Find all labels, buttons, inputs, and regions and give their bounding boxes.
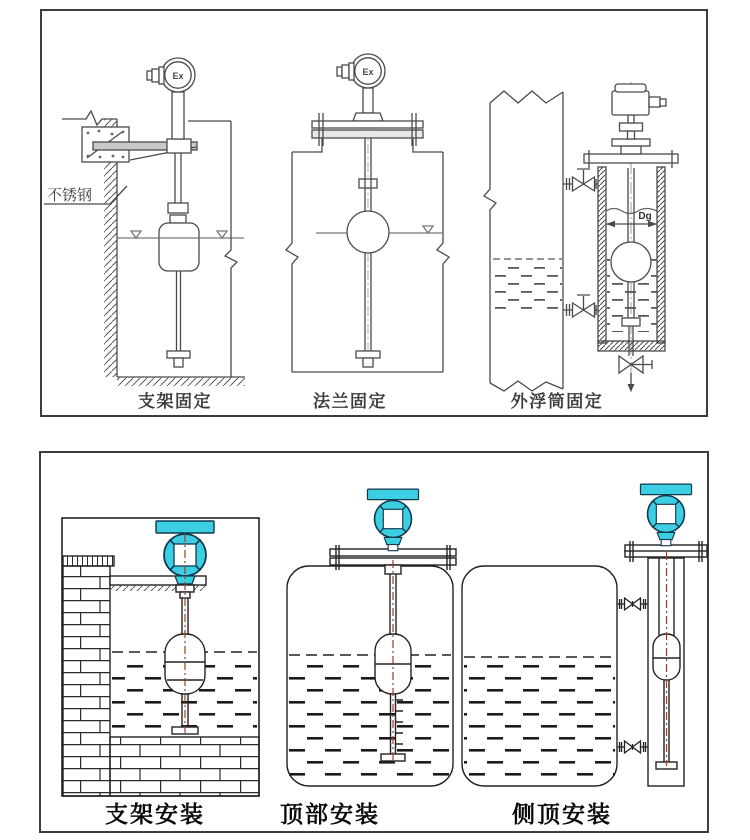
bottom-fitting: [622, 318, 640, 326]
rod-end-tip: [174, 358, 183, 367]
float: [159, 223, 199, 271]
caption-side-top-installation: 侧顶安装: [512, 801, 612, 827]
caption-bracket-installation: 支架安装: [105, 801, 205, 827]
bottom-panel: [40, 452, 708, 832]
junction-box-connector: [649, 97, 660, 107]
float-neck: [170, 215, 186, 223]
rod-end-stop: [356, 351, 380, 358]
flange-fitting: [353, 113, 383, 121]
material-label: 不锈钢: [47, 187, 93, 204]
chamber-wall-left: [598, 167, 606, 343]
ex-marking: Ex: [362, 67, 374, 77]
rod-end-stop: [167, 351, 190, 358]
float-sphere: [347, 211, 389, 253]
flange-plate-lower: [312, 130, 423, 138]
ground-hatching: [117, 377, 245, 386]
chamber-flange: [584, 154, 678, 163]
dg-dimension-label: Dg: [638, 211, 652, 222]
rod-end-tip: [363, 358, 373, 367]
stem: [363, 88, 373, 113]
liquid: [464, 661, 615, 784]
float: [653, 634, 680, 680]
caption-bracket-fixing: 支架固定: [138, 392, 212, 411]
caption-top-installation: 顶部安装: [280, 801, 380, 827]
junction-box-cap: [615, 84, 646, 92]
chamber-wall-right: [657, 167, 665, 343]
top-panel: [41, 10, 707, 416]
caption-flange-fixing: 法兰固定: [313, 392, 387, 411]
chamber-bottom: [598, 341, 665, 351]
liquid: [289, 659, 451, 784]
stem-collar: [168, 203, 188, 213]
flange-plate-upper: [312, 121, 423, 128]
strip-liquid: [493, 262, 562, 310]
brick-ground: [110, 737, 259, 796]
ex-marking: Ex: [172, 71, 184, 81]
caption-external-chamber-fixing: 外浮筒固定: [510, 392, 604, 411]
float-sphere: [611, 242, 651, 282]
stem-upper: [172, 92, 184, 139]
junction-box: [612, 91, 649, 115]
stem-collar: [359, 179, 377, 188]
wall-coping: [63, 556, 114, 566]
stem-clamp: [167, 139, 191, 153]
brick-wall: [63, 566, 110, 796]
